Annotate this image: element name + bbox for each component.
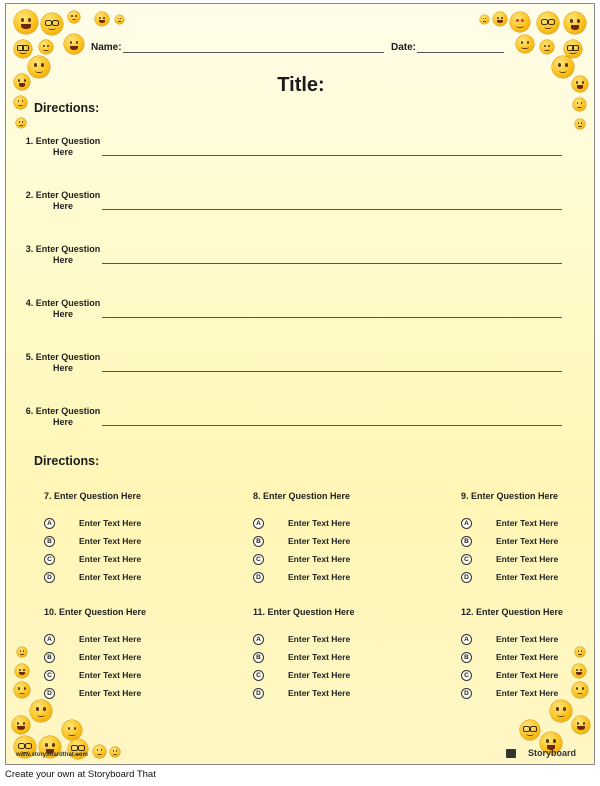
mc-question-label: 9. Enter Question Here	[461, 491, 559, 501]
short-question-label: 3. Enter Question Here	[25, 244, 101, 265]
smile-emoji-icon	[68, 11, 80, 23]
answer-line[interactable]	[102, 209, 562, 210]
short-question-label: 6. Enter Question Here	[25, 406, 101, 427]
nerd-glasses-emoji-icon	[564, 40, 582, 58]
option-letter-circle[interactable]: C	[44, 554, 55, 565]
option-letter-circle[interactable]: A	[461, 518, 472, 529]
option-letter-circle[interactable]: D	[253, 688, 264, 699]
smile-emoji-icon	[17, 647, 27, 657]
smile-emoji-icon	[62, 720, 82, 740]
option-text: Enter Text Here	[496, 536, 559, 546]
option-letter-circle[interactable]: C	[253, 670, 264, 681]
directions-heading: Directions:	[34, 101, 100, 115]
smile-emoji-icon	[115, 15, 124, 24]
option-text: Enter Text Here	[288, 518, 351, 528]
option-letter-circle[interactable]: D	[44, 688, 55, 699]
smile-emoji-icon	[93, 745, 106, 758]
name-label: Name:	[91, 42, 122, 53]
option-text: Enter Text Here	[79, 536, 142, 546]
option-letter-circle[interactable]: B	[253, 536, 264, 547]
laughing-emoji-icon	[64, 34, 84, 54]
smile-emoji-icon	[30, 700, 52, 722]
option-text: Enter Text Here	[496, 572, 559, 582]
option-text: Enter Text Here	[496, 554, 559, 564]
option-text: Enter Text Here	[79, 652, 142, 662]
option-letter-circle[interactable]: A	[44, 518, 55, 529]
short-question-label: 5. Enter Question Here	[25, 352, 101, 373]
laughing-emoji-icon	[14, 10, 38, 34]
sad-emoji-icon	[573, 98, 586, 111]
mc-question-label: 7. Enter Question Here	[44, 491, 142, 501]
worksheet-title: Title:	[277, 74, 325, 96]
option-letter-circle[interactable]: C	[253, 554, 264, 565]
option-text: Enter Text Here	[79, 688, 142, 698]
option-text: Enter Text Here	[288, 572, 351, 582]
option-text: Enter Text Here	[288, 536, 351, 546]
option-text: Enter Text Here	[79, 518, 142, 528]
option-text: Enter Text Here	[288, 652, 351, 662]
option-text: Enter Text Here	[79, 572, 142, 582]
option-letter-circle[interactable]: B	[461, 536, 472, 547]
smile-emoji-icon	[39, 40, 53, 54]
answer-line[interactable]	[102, 317, 562, 318]
option-text: Enter Text Here	[496, 518, 559, 528]
laughing-emoji-icon	[12, 716, 30, 734]
option-letter-circle[interactable]: C	[461, 554, 472, 565]
laughing-emoji-icon	[564, 12, 586, 34]
option-letter-circle[interactable]: D	[253, 572, 264, 583]
mc-question-label: 11. Enter Question Here	[253, 607, 355, 617]
option-text: Enter Text Here	[288, 554, 351, 564]
option-text: Enter Text Here	[288, 634, 351, 644]
option-letter-circle[interactable]: D	[461, 572, 472, 583]
option-letter-circle[interactable]: D	[461, 688, 472, 699]
storyboard-logo-icon	[506, 749, 516, 758]
sad-emoji-icon	[572, 682, 588, 698]
worksheet-page	[5, 3, 595, 765]
laughing-emoji-icon	[95, 12, 109, 26]
sad-emoji-icon	[110, 747, 120, 757]
option-letter-circle[interactable]: D	[44, 572, 55, 583]
date-field-line[interactable]	[417, 52, 504, 53]
option-letter-circle[interactable]: A	[44, 634, 55, 645]
option-text: Enter Text Here	[288, 688, 351, 698]
nerd-glasses-emoji-icon	[41, 13, 63, 35]
directions-heading-2: Directions:	[34, 454, 100, 468]
nerd-glasses-emoji-icon	[520, 720, 540, 740]
option-letter-circle[interactable]: A	[253, 634, 264, 645]
option-text: Enter Text Here	[496, 688, 559, 698]
date-label: Date:	[391, 42, 417, 53]
option-text: Enter Text Here	[79, 634, 142, 644]
smile-emoji-icon	[550, 700, 572, 722]
sad-emoji-icon	[14, 682, 30, 698]
laughing-emoji-icon	[572, 716, 590, 734]
option-letter-circle[interactable]: B	[44, 652, 55, 663]
smile-emoji-icon	[16, 118, 26, 128]
option-letter-circle[interactable]: C	[44, 670, 55, 681]
short-question-label: 1. Enter Question Here	[25, 136, 101, 157]
option-letter-circle[interactable]: B	[44, 536, 55, 547]
smile-emoji-icon	[480, 15, 489, 24]
option-text: Enter Text Here	[496, 670, 559, 680]
smile-emoji-icon	[575, 119, 585, 129]
credit-text[interactable]: Create your own at Storyboard That	[5, 769, 156, 780]
mc-question-label: 12. Enter Question Here	[461, 607, 564, 617]
option-letter-circle[interactable]: A	[253, 518, 264, 529]
option-letter-circle[interactable]: C	[461, 670, 472, 681]
option-text: Enter Text Here	[79, 670, 142, 680]
short-question-label: 4. Enter Question Here	[25, 298, 101, 319]
smile-emoji-icon	[516, 35, 534, 53]
option-text: Enter Text Here	[79, 554, 142, 564]
mc-question-label: 8. Enter Question Here	[253, 491, 351, 501]
answer-line[interactable]	[102, 155, 562, 156]
smile-emoji-icon	[575, 647, 585, 657]
mc-question-label: 10. Enter Question Here	[44, 607, 147, 617]
option-letter-circle[interactable]: B	[253, 652, 264, 663]
option-letter-circle[interactable]: B	[461, 652, 472, 663]
nerd-glasses-emoji-icon	[14, 40, 32, 58]
answer-line[interactable]	[102, 263, 562, 264]
short-question-label: 2. Enter Question Here	[25, 190, 101, 211]
option-text: Enter Text Here	[288, 670, 351, 680]
laughing-emoji-icon	[572, 664, 586, 678]
option-letter-circle[interactable]: A	[461, 634, 472, 645]
option-text: Enter Text Here	[496, 634, 559, 644]
laughing-emoji-icon	[15, 664, 29, 678]
option-text: Enter Text Here	[496, 652, 559, 662]
answer-line[interactable]	[102, 425, 562, 426]
name-field-line[interactable]	[123, 52, 384, 53]
sad-emoji-icon	[14, 96, 27, 109]
footer-site-url: www.storyboardthat.com	[16, 752, 88, 758]
heart-eyes-emoji-icon	[510, 12, 530, 32]
smile-emoji-icon	[540, 40, 554, 54]
nerd-glasses-emoji-icon	[537, 12, 559, 34]
laughing-emoji-icon	[493, 12, 507, 26]
footer-brand: Storyboard	[527, 748, 576, 758]
answer-line[interactable]	[102, 371, 562, 372]
